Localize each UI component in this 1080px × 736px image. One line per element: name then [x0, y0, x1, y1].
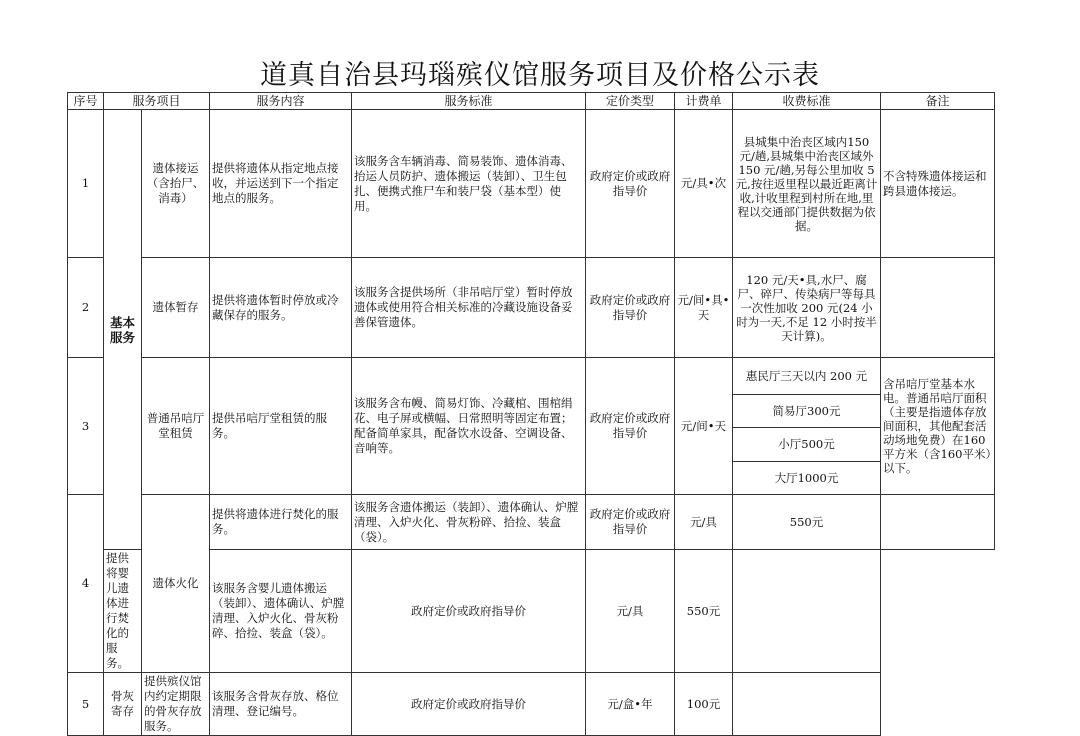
row-pricing-type: 政府定价或政府指导价	[586, 258, 675, 358]
table-row	[68, 358, 995, 395]
row-unit: 元/具	[586, 550, 675, 673]
header-content: 服务内容	[210, 93, 352, 110]
row-standard: 该服务含遗体搬运（装卸）、遗体确认、炉膛清理、入炉火化、骨灰粉碎、拾捡、装盒（袋）。	[352, 495, 586, 550]
row-unit: 元/盒•年	[586, 673, 675, 736]
row-standard: 该服务含布幔、简易灯饰、冷藏棺、围棺绢花、电子屏或横幅、日常照明等固定布置；配备简单家具，配备饮水设备、空调设备、音响等。	[352, 358, 586, 495]
header-standard: 服务标准	[352, 93, 586, 110]
row-standard: 该服务含婴儿遗体搬运（装卸）、遗体确认、炉膛清理、入炉火化、骨灰粉碎、拾捡、装盒（袋）。	[210, 550, 352, 673]
header-pricing-type: 定价类型	[586, 93, 675, 110]
row-content: 提供将婴儿遗体进行焚化的服务。	[104, 550, 142, 673]
row-fee: 县城集中治丧区域内150 元/趟,县城集中治丧区域外150 元/趟,另每公里加收 5 元,按往返里程以最近距离计收,计收里程到村所在地,里程以交通部门提供数据为依据。	[733, 110, 881, 258]
header-fee: 收费标准	[733, 93, 881, 110]
row-item: 普通吊唁厅堂租赁	[142, 358, 210, 495]
row-content: 提供吊唁厅堂租赁的服务。	[210, 358, 352, 495]
row-note: 不含特殊遗体接运和跨县遗体接运。	[881, 110, 995, 258]
row-pricing-type: 政府定价或政府指导价	[352, 550, 586, 673]
row-seq: 4	[68, 495, 104, 673]
table-row	[68, 673, 995, 736]
row-fee: 120 元/天•具,水尸、腐尸、碎尸、传染病尸等每具一次性加收 200 元(24 小时为一天,不足 12 小时按半天计算)。	[733, 258, 881, 358]
row-note	[733, 673, 881, 736]
row-fee: 550元	[733, 495, 881, 550]
row-seq: 5	[68, 673, 104, 736]
row-fee: 100元	[675, 673, 733, 736]
price-table	[67, 92, 995, 736]
table-row	[68, 110, 995, 258]
row-fee-option: 惠民厅三天以内 200 元	[733, 358, 881, 395]
row-item: 遗体暂存	[142, 258, 210, 358]
header-note: 备注	[881, 93, 995, 110]
row-unit: 元/具•次	[675, 110, 733, 258]
row-content: 提供将遗体从指定地点接收，并运送到下一个指定地点的服务。	[210, 110, 352, 258]
row-note: 含吊唁厅堂基本水电。普通吊唁厅面积（主要是指遗体存放间面积，其他配套活动场地免费）在160平方米（含160平米）以下。	[881, 358, 995, 495]
row-note	[881, 495, 995, 550]
row-standard: 该服务含骨灰存放、格位清理、登记编号。	[210, 673, 352, 736]
group-label: 基本服务	[104, 110, 142, 550]
row-standard: 该服务含提供场所（非吊唁厅堂）暂时停放遗体或使用符合相关标准的冷藏设施设备妥善保管遗体。	[352, 258, 586, 358]
header-seq: 序号	[68, 93, 104, 110]
row-unit: 元/具	[675, 495, 733, 550]
row-seq: 3	[68, 358, 104, 495]
row-pricing-type: 政府定价或政府指导价	[352, 673, 586, 736]
page-title: 道真自治县玛瑙殡仪馆服务项目及价格公示表	[260, 60, 820, 91]
table-row	[68, 258, 995, 358]
row-unit: 元/间•具•天	[675, 258, 733, 358]
row-content: 提供将遗体进行焚化的服务。	[210, 495, 352, 550]
row-fee-option: 小厅500元	[733, 428, 881, 462]
row-note	[733, 550, 881, 673]
row-unit: 元/间•天	[675, 358, 733, 495]
table-row	[68, 495, 995, 550]
row-content: 提供殡仪馆内约定期限的骨灰存放服务。	[142, 673, 210, 736]
row-seq: 1	[68, 110, 104, 258]
row-pricing-type: 政府定价或政府指导价	[586, 358, 675, 495]
row-standard: 该服务含车辆消毒、简易装饰、遗体消毒、抬运人员防护、遗体搬运（装卸）、卫生包扎、便携式推尸车和装尸袋（基本型）使用。	[352, 110, 586, 258]
header-row	[68, 93, 995, 110]
row-note	[881, 258, 995, 358]
row-pricing-type: 政府定价或政府指导价	[586, 110, 675, 258]
row-seq: 2	[68, 258, 104, 358]
row-pricing-type: 政府定价或政府指导价	[586, 495, 675, 550]
row-fee-option: 大厅1000元	[733, 462, 881, 495]
row-fee: 550元	[675, 550, 733, 673]
header-item: 服务项目	[104, 93, 210, 110]
header-unit: 计费单	[675, 93, 733, 110]
row-item: 遗体接运（含抬尸、消毒）	[142, 110, 210, 258]
row-item: 遗体火化	[142, 495, 210, 673]
row-content: 提供将遗体暂时停放或冷藏保存的服务。	[210, 258, 352, 358]
row-fee-option: 简易厅300元	[733, 395, 881, 428]
row-item: 骨灰寄存	[104, 673, 142, 736]
